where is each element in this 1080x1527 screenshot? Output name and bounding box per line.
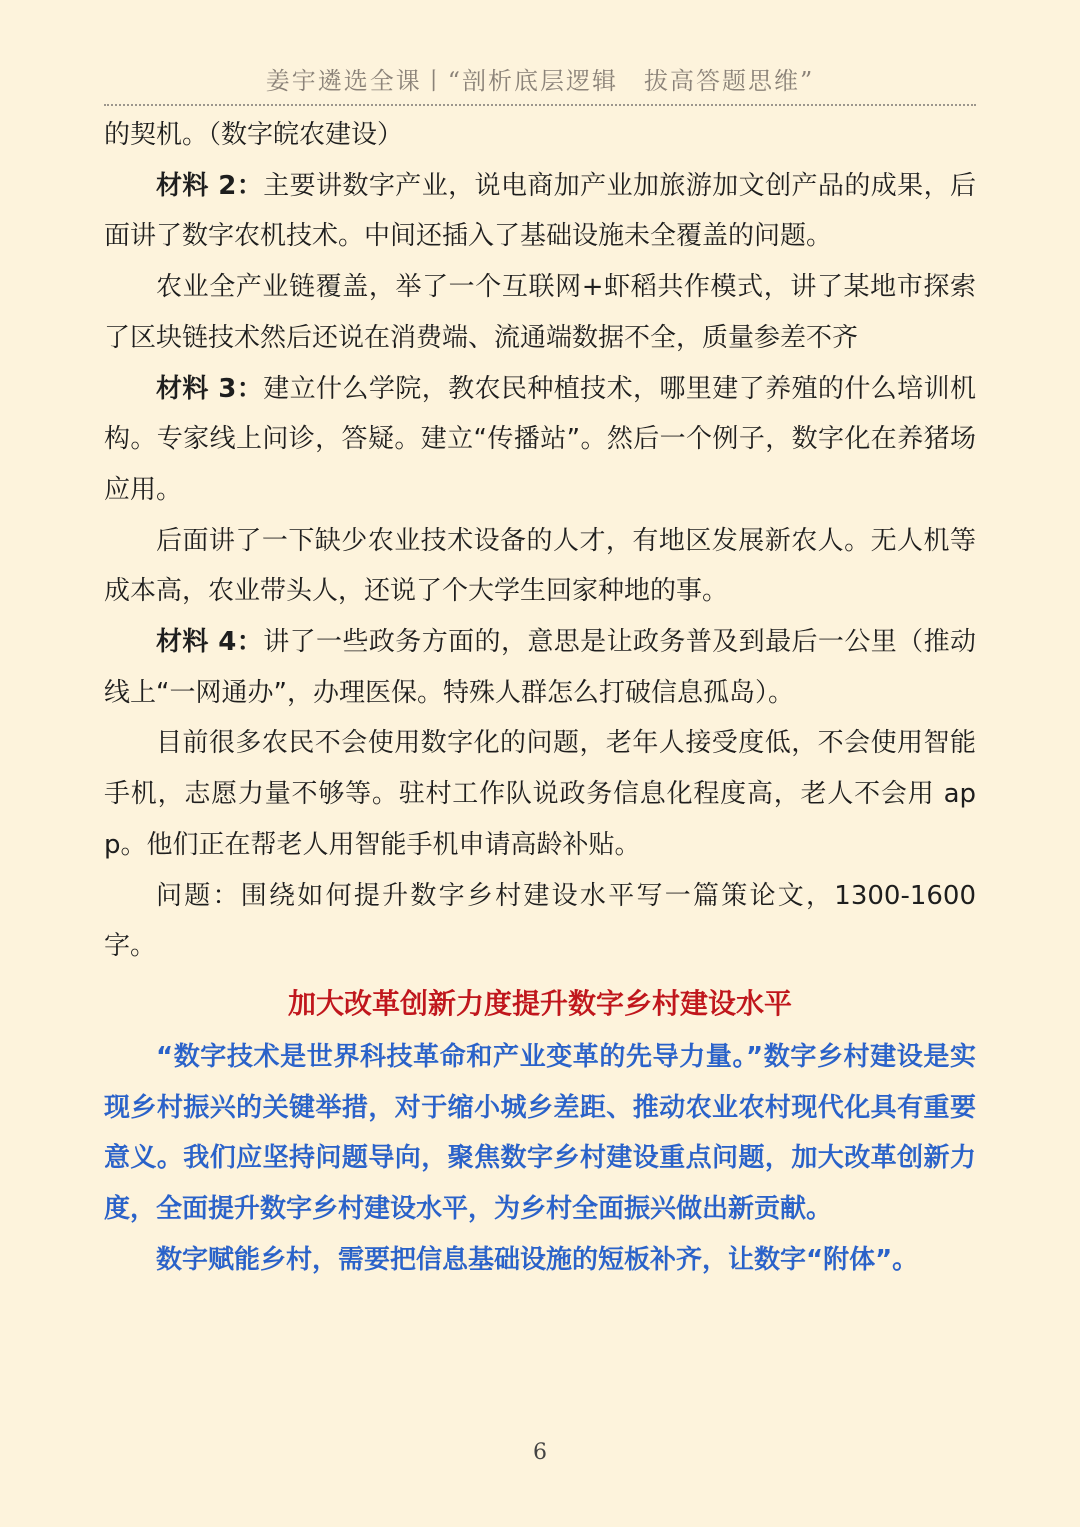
essay-title: 加大改革创新力度提升数字乡村建设水平 (287, 986, 792, 1020)
paragraph-elderly: 目前很多农民不会使用数字化的问题，老年人接受度低，不会使用智能手机，志愿力量不够等。驻村工作队说政务信息化程度高，老人不会用 app。他们正在帮老人用智能手机申请高龄补贴。 (104, 728, 976, 860)
essay-paragraph-intro: “数字技术是世界科技革命和产业变革的先导力量。”数字乡村建设是实现乡村振兴的关键举措，对于缩小城乡差距、推动农业农村现代化具有重要意义。我们应坚持问题导向，聚焦数字乡村建设重点问题，加大改革创新力度，全面提升数字乡村建设水平，为乡村全面振兴做出新贡献。 (104, 1041, 976, 1225)
essay-paragraph-infrastructure: 数字赋能乡村，需要把信息基础设施的短板补齐，让数字“附体”。 (156, 1244, 919, 1275)
material-4-text: 讲了一些政务方面的，意思是让政务普及到最后一公里（推动线上“一网通办”，办理医保。特殊人群怎么打破信息孤岛）。 (104, 627, 976, 708)
paragraph-material-4 (104, 617, 976, 718)
paragraph-continuation: 的契机。（数字皖农建设） (104, 120, 404, 150)
paragraph-agriculture-chain: 农业全产业链覆盖，举了一个互联网+虾稻共作模式，讲了某地市探索了区块链技术然后还说在消费端、流通端数据不全，质量参差不齐 (104, 272, 976, 353)
material-3-label: 材料 3： (156, 373, 264, 404)
paragraph-talent: 后面讲了一下缺少农业技术设备的人才，有地区发展新农人。无人机等成本高，农业带头人，还说了个大学生回家种地的事。 (104, 525, 976, 607)
material-4-label: 材料 4： (156, 627, 264, 658)
paragraph-material-3 (104, 364, 976, 516)
material-2-text: 主要讲数字产业，说电商加产业加旅游加文创产品的成果，后面讲了数字农机技术。中间还插入了基础设施未全覆盖的问题。 (104, 170, 976, 252)
paragraph-material-2 (104, 161, 976, 262)
page-number: 6 (533, 1440, 547, 1465)
material-3-text: 建立什么学院，教农民种植技术，哪里建了养殖的什么培训机构。专家线上问诊，答疑。建立“传播站”。然后一个例子，数字化在养猪场应用。 (104, 373, 976, 505)
running-header: 姜宇遴选全课丨“剖析底层逻辑 拔高答题思维” (104, 64, 976, 106)
paragraph-question: 问题：围绕如何提升数字乡村建设水平写一篇策论文，1300-1600 字。 (104, 880, 976, 962)
page-content (104, 110, 976, 1285)
material-2-label: 材料 2： (156, 170, 264, 201)
